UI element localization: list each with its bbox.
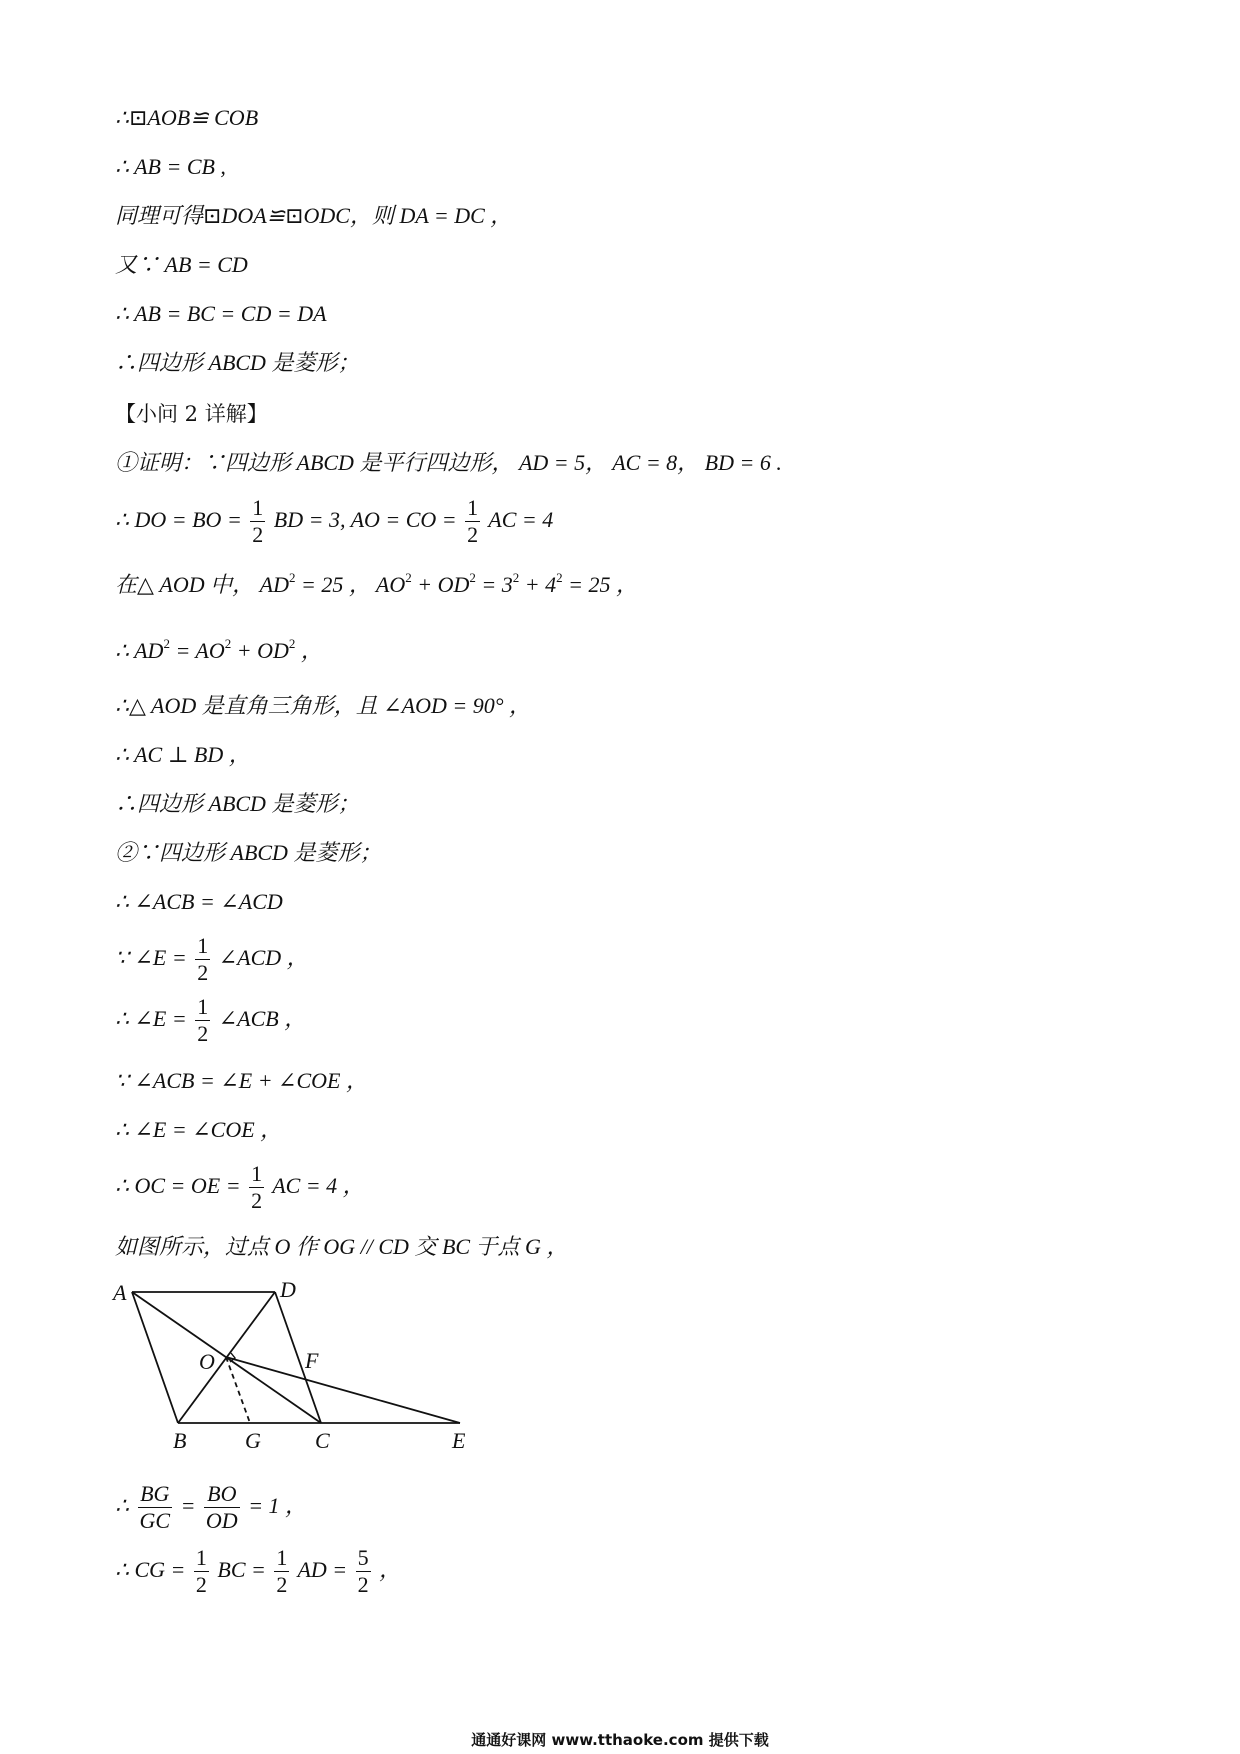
line-12: ∴△ AOD 是直角三角形，且 ∠AOD = 90° ， xyxy=(115,693,532,718)
fraction-bg-gc xyxy=(138,1481,173,1534)
line-20: ∴ ∠E = ∠COE ， xyxy=(115,1117,283,1142)
segment: ， xyxy=(295,638,323,663)
line-16: ∴ ∠ACB = ∠ACD xyxy=(115,889,283,914)
fraction-half xyxy=(250,495,265,548)
numerator: BO xyxy=(204,1481,240,1508)
fraction-half xyxy=(274,1545,289,1598)
label-o: O xyxy=(199,1349,215,1374)
line-9-end: AC = 4 xyxy=(488,507,554,532)
exponent: 2 xyxy=(163,636,170,651)
label-c: C xyxy=(315,1428,330,1452)
segment: ∴ OC = OE = xyxy=(115,1173,241,1198)
exponent: 2 xyxy=(556,570,563,585)
fraction-bo-od xyxy=(204,1481,240,1534)
fraction-half xyxy=(249,1161,264,1214)
line-22: 如图所示，过点 O 作 OG // CD 交 BC 于点 G ， xyxy=(115,1234,569,1259)
line-21 xyxy=(115,1158,365,1214)
line-3: 同理可得⊡DOA≌⊡ODC，则 DA = DC ， xyxy=(115,203,513,228)
line-14: ∴四边形 ABCD 是菱形； xyxy=(115,791,360,816)
segment: AD = xyxy=(297,1557,348,1582)
line-11 xyxy=(115,637,323,665)
segment: ∵ ∠E = xyxy=(115,945,187,970)
denominator: 2 xyxy=(195,1572,207,1598)
numerator: 1 xyxy=(195,1545,207,1571)
numerator: 1 xyxy=(197,933,209,959)
fraction-five-halves xyxy=(356,1545,371,1598)
line-24 xyxy=(115,1542,401,1598)
segment: BC = xyxy=(217,1557,266,1582)
fraction-half xyxy=(194,1545,209,1598)
exponent: 2 xyxy=(469,570,476,585)
line-18 xyxy=(115,991,306,1047)
exponent: 2 xyxy=(512,570,520,585)
numerator: 1 xyxy=(251,1161,263,1187)
segment: ， xyxy=(379,1557,402,1582)
segment: = 3 xyxy=(475,572,513,597)
section-heading: 【小问 2 详解】 xyxy=(115,402,268,426)
footer-source: 通通好课网 www.tthaoke.com 提供下载 xyxy=(471,1731,769,1749)
fraction-half xyxy=(195,994,210,1047)
segment: AC = 4 ， xyxy=(272,1173,365,1198)
numerator: 1 xyxy=(252,495,264,521)
segment: + OD xyxy=(231,638,289,663)
line-6: ∴四边形 ABCD 是菱形； xyxy=(115,350,360,375)
line-2: ∴ AB = CB , xyxy=(115,154,226,179)
line-8: ①证明：∵四边形 ABCD 是平行四边形， AD = 5， AC = 8， BD = 6 . xyxy=(115,450,782,475)
denominator: 2 xyxy=(467,522,479,548)
line-10 xyxy=(115,571,638,599)
segment: = 25 ， AO xyxy=(295,572,406,597)
segment-og-dashed xyxy=(226,1357,250,1423)
line-9-start: ∴ DO = BO = xyxy=(115,507,242,532)
segment: = AO xyxy=(169,638,225,663)
segment: ∴ ∠E = xyxy=(115,1006,187,1031)
numerator: 1 xyxy=(197,994,209,1020)
denominator: 2 xyxy=(197,1021,209,1047)
segment-oe xyxy=(226,1357,460,1423)
segment: ∴ AD xyxy=(115,638,164,663)
label-e: E xyxy=(452,1428,466,1452)
numerator: 5 xyxy=(357,1545,369,1571)
segment-ab xyxy=(132,1292,178,1423)
segment: 在△ AOD 中， AD xyxy=(115,572,289,597)
line-19: ∵ ∠ACB = ∠E + ∠COE ， xyxy=(115,1068,368,1093)
line-15: ②∵四边形 ABCD 是菱形； xyxy=(115,840,382,865)
segment: ∴ CG = xyxy=(115,1557,186,1582)
exponent: 2 xyxy=(224,636,232,651)
exponent: 2 xyxy=(288,636,296,651)
numerator: 1 xyxy=(276,1545,288,1571)
line-5: ∴ AB = BC = CD = DA xyxy=(115,301,327,326)
denominator: 2 xyxy=(197,960,209,986)
line-4: 又∵ AB = CD xyxy=(115,252,248,277)
label-g: G xyxy=(245,1428,261,1452)
geometry-figure xyxy=(110,1272,490,1452)
denominator: 2 xyxy=(276,1572,288,1598)
line-17 xyxy=(115,930,309,986)
figure-lines xyxy=(132,1292,460,1423)
denominator: 2 xyxy=(251,1188,263,1214)
label-f: F xyxy=(305,1348,319,1373)
line-9-middle: BD = 3, AO = CO = xyxy=(273,507,457,532)
denominator: OD xyxy=(205,1508,238,1534)
label-a: A xyxy=(113,1280,127,1305)
line-9 xyxy=(115,492,553,548)
numerator: 1 xyxy=(467,495,479,521)
segment: = 25 ， xyxy=(562,572,638,597)
denominator: 2 xyxy=(357,1572,369,1598)
denominator: GC xyxy=(139,1508,171,1534)
segment: ∠ACD ， xyxy=(218,945,309,970)
label-b: B xyxy=(173,1428,187,1452)
segment: ∴ xyxy=(115,1493,129,1518)
exponent: 2 xyxy=(405,570,412,585)
fraction-half xyxy=(465,495,480,548)
fraction-half xyxy=(195,933,210,986)
exponent: 2 xyxy=(288,570,296,585)
numerator: BG xyxy=(138,1481,173,1508)
denominator: 2 xyxy=(252,522,264,548)
line-13: ∴ AC ⊥ BD ， xyxy=(115,742,251,767)
segment: + OD xyxy=(411,572,470,597)
line-1: ∴⊡AOB≌ COB xyxy=(115,105,259,130)
segment: = xyxy=(180,1493,196,1518)
line-23 xyxy=(115,1478,307,1534)
segment: = 1 ， xyxy=(248,1493,308,1518)
segment: + 4 xyxy=(519,572,557,597)
segment: ∠ACB ， xyxy=(218,1006,307,1031)
label-d: D xyxy=(280,1277,296,1302)
